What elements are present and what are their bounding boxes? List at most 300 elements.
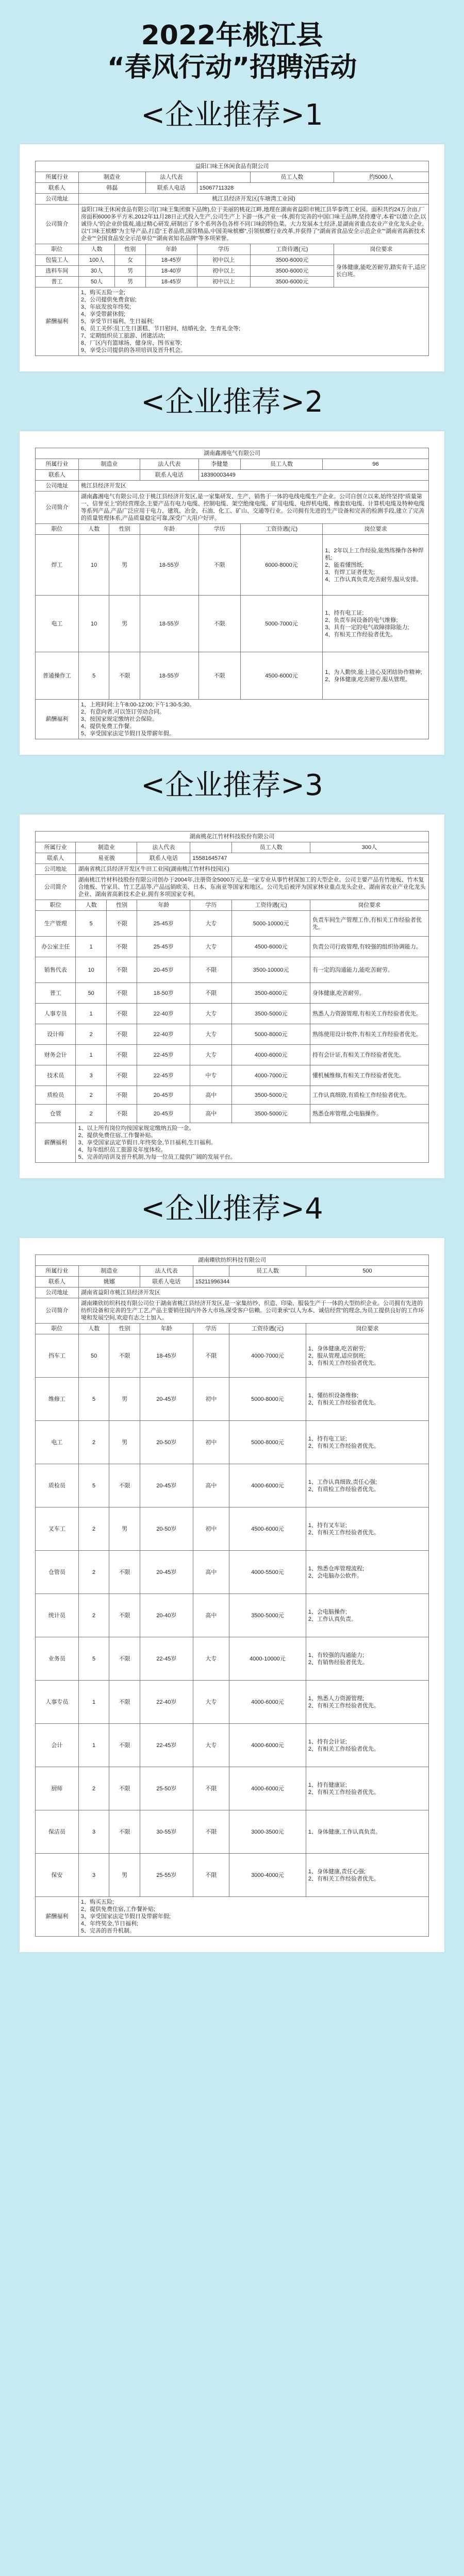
job-education: 大专 [190,911,232,937]
table-row [36,1724,429,1767]
col-requirements: 岗位要求 [334,244,428,255]
job-education: 不限 [198,596,240,652]
job-education: 大专 [190,1045,232,1065]
company-name: 益阳口味王休闲食品有限公司 [36,161,429,172]
job-gender: 不限 [109,1464,140,1507]
job-gender: 不限 [106,983,137,1004]
job-education: 高中 [193,1551,229,1594]
job-education: 初中以上 [197,255,250,266]
job-requirements: 持有会计证,有相关工作经验者优先。 [310,1045,428,1065]
job-gender: 不限 [109,1810,140,1854]
job-position: 普工 [36,277,79,287]
job-requirements: 1、会电脑操作; 2、工作认真负责。 [306,1594,428,1637]
job-requirements: 1、身体健康,责任心强; 2、有相关工作经验者优先。 [306,1854,428,1897]
table-row [36,652,429,700]
job-education: 大专 [193,1637,229,1681]
benefits-value: 1、以上所有岗位均按国家规定缴纳五险一金。 2、提供免费住宿,工作餐补贴。 3、享受国家法定节假日,年终奖金,节日福利,生日福利。 4、每年组织员工旅游及年度体检。 5、完善的培训及晋升机制,为每一位员工提供广阔的发展平台。 [76,1123,429,1163]
section-head-2: <企业推荐>2 [141,385,323,419]
label-legal-rep: 法人代表 [137,842,190,853]
col-requirements: 岗位要求 [323,524,429,535]
job-age: 20-45岁 [140,1464,193,1507]
job-salary: 5000-7000元 [240,596,323,652]
job-position: 挡车工 [36,1334,79,1378]
job-position: 普通操作工 [36,652,79,700]
job-gender: 男 [109,596,140,652]
col-position: 职位 [36,524,79,535]
employees-value: 96 [323,459,429,470]
job-count: 5 [78,652,109,700]
label-contact: 联系人 [36,853,76,864]
job-age: 20-45岁 [140,1551,193,1594]
job-requirements: 1、身体健康,吃苦耐劳; 2、服从管理,适应倒班; 3、有相关工作经验者优先。 [306,1334,428,1378]
job-age: 20-50岁 [140,1421,193,1464]
label-legal-rep: 法人代表 [140,1266,193,1277]
col-requirements: 岗位要求 [310,900,428,911]
col-position: 职位 [36,1324,79,1334]
job-requirements: 1、熟悉仓库管理流程; 2、会电脑办公软件。 [306,1551,428,1594]
job-requirements: 懂机械维修,有相关工作经验者优先。 [310,1065,428,1086]
job-age: 20-45岁 [140,1378,193,1421]
table-row [36,1334,429,1378]
main-title-line2: “春风行动”招聘活动 [107,52,357,83]
company-name: 湖南桃花江竹材科技股份有限公司 [36,832,429,842]
label-intro: 公司简介 [36,205,79,244]
section-head-3: <企业推荐>3 [141,769,323,802]
job-age: 18-50岁 [137,983,190,1004]
job-age: 30-55岁 [140,1810,193,1854]
company-table-4 [35,1255,429,1937]
table-row [36,937,429,957]
label-industry: 所属行业 [36,842,76,853]
table-row [36,535,429,596]
job-age: 25-50岁 [140,1767,193,1810]
job-position: 会计 [36,1724,79,1767]
job-salary: 3000-4000元 [229,1854,306,1897]
table-row [36,255,429,266]
industry-value: 制造业 [78,459,140,470]
job-count: 1 [78,1724,109,1767]
job-gender: 不限 [109,1724,140,1767]
job-salary: 4500-6000元 [232,937,310,957]
job-gender: 不限 [109,1594,140,1637]
job-count: 3 [78,1854,109,1897]
table-row [36,1507,429,1551]
job-age: 25-45岁 [137,911,190,937]
address-value: 桃江县经济开发区 [78,481,428,492]
table-row [36,911,429,937]
job-count: 2 [78,1421,109,1464]
label-industry: 所属行业 [36,1266,79,1277]
section-head-1: <企业推荐>1 [141,98,323,132]
job-age: 18-40岁 [145,266,197,277]
col-education: 学历 [198,524,240,535]
job-education: 不限 [190,983,232,1004]
label-benefits: 薪酬福利 [36,287,79,356]
company-table-1 [35,161,429,356]
job-requirements: 1、持有会计证; 2、有相关工作经验者优先。 [306,1724,428,1767]
col-headcount: 人数 [78,1324,109,1334]
job-age: 18-45岁 [140,1334,193,1378]
table-row [36,1086,429,1105]
job-gender: 女 [115,255,146,266]
table-row [36,1024,429,1045]
job-position: 业务员 [36,1637,79,1681]
job-position: 人事专员 [36,1681,79,1724]
col-headcount: 人数 [78,244,114,255]
col-age: 年龄 [137,900,190,911]
job-position: 保洁员 [36,1810,79,1854]
job-salary: 5000-10000元 [232,911,310,937]
job-gender: 不限 [109,652,140,700]
job-education: 大专 [193,1724,229,1767]
job-count: 1 [76,1004,107,1024]
phone-value: 15211996344 [193,1277,428,1287]
job-salary: 3500-5000元 [232,1086,310,1105]
label-benefits: 薪酬福利 [36,1897,79,1937]
job-gender: 不限 [109,1767,140,1810]
industry-value: 制造业 [78,172,145,183]
job-position: 质检员 [36,1086,76,1105]
label-industry: 所属行业 [36,172,79,183]
col-gender: 性别 [109,524,140,535]
job-salary: 4500-6000元 [229,1507,306,1551]
job-age: 18-45岁 [145,255,197,266]
phone-value: 18390003449 [198,470,428,481]
table-row [36,1105,429,1123]
job-count: 5 [78,1637,109,1681]
employees-value: 500 [306,1266,428,1277]
job-requirements: 1、有较强的沟通能力; 2、有销售经验者优先。 [306,1637,428,1681]
job-salary: 4000-7000元 [229,1334,306,1378]
label-employees: 员工人数 [240,459,323,470]
job-position: 维修工 [36,1378,79,1421]
industry-value: 制造业 [78,1266,140,1277]
job-gender: 不限 [109,1334,140,1378]
job-count: 5 [78,1464,109,1507]
job-position: 办公室主任 [36,937,76,957]
job-gender: 不限 [106,1024,137,1045]
job-position: 仓管员 [36,1551,79,1594]
job-gender: 男 [115,266,146,277]
job-education: 大专 [190,1004,232,1024]
job-position: 质检员 [36,1464,79,1507]
employees-value: 约5000人 [334,172,428,183]
job-age: 22-40岁 [137,1024,190,1045]
job-count: 50人 [78,277,114,287]
job-education: 不限 [190,957,232,983]
company-card-2 [20,431,444,755]
job-requirements: 1、懂纺织设备维修; 2、有相关工作经验者优先。 [306,1378,428,1421]
benefits-value: 1、上班时间:上午8:00-12:00;下午1:30-5:30。 2、有意向者,可以签订劳动合同。 3、按国家规定缴纳社会保险。 4、提供免费工作餐。 5、享受国家法定节假日及带薪年假。 [78,700,428,739]
job-salary: 3500-6000元 [250,277,334,287]
table-row [36,1421,429,1464]
job-count: 2 [76,1086,107,1105]
job-salary: 4000-6000元 [232,1045,310,1065]
intro-value: 湖南臻欣纺织科技有限公司位于湖南省桃江县经济开发区,是一家集纺纱、织造、印染、服装生产于一体的大型纺织企业。公司拥有先进的纺织设备和完善的生产工艺,产品主要销往国内外各大市场,深受客户信赖。公司秉承“以人为本、诚信经营”的理念,为员工提供良好的工作环境和发展空间,欢迎有志之士加入。 [78,1298,428,1324]
job-age: 20-45岁 [137,1086,190,1105]
job-education: 大专 [193,1681,229,1724]
job-position: 选料车间 [36,266,79,277]
job-position: 普工 [36,983,76,1004]
table-row [36,1045,429,1065]
job-salary: 4000-6000元 [229,1681,306,1724]
col-position: 职位 [36,244,79,255]
job-salary: 3500-6000元 [232,983,310,1004]
section-head-4: <企业推荐>4 [141,1192,323,1226]
label-contact: 联系人 [36,470,79,481]
job-position: 财务会计 [36,1045,76,1065]
contact-value: 姚娜 [78,1277,140,1287]
job-requirements: 1、身体健康,工作认真负责。 [306,1810,428,1854]
employees-value: 300人 [310,842,428,853]
company-card-4 [20,1238,444,1952]
job-count: 30人 [78,266,114,277]
job-requirements: 1、工作认真细致,责任心强; 2、有质检工作经验者优先。 [306,1464,428,1507]
job-age: 18-55岁 [140,535,198,596]
intro-value: 湖南鑫湘电气有限公司,位于桃江县经济开发区,是一家集研发、生产、销售于一体的电线电缆生产企业。公司自创立以来,始终坚持“质量第一、信誉至上”的经营理念,主要产品有电力电缆、控制电缆、架空绝缘电缆、矿用电缆、电焊机电缆、橡套软电缆、计算机电缆及特种电缆等系列产品,产品广泛应用于电力、建筑、冶金、石油、化工、矿山、交通等行业。公司拥有先进的生产设备和完善的检测手段,建立了完善的质量管理体系,产品质量稳定可靠,深受广大用户好评。 [78,492,428,524]
phone-value: 15581645747 [190,853,429,864]
job-salary: 3500-5000元 [232,1105,310,1123]
job-age: 22-45岁 [140,1637,193,1681]
job-count: 10 [78,596,109,652]
job-salary: 5000-8000元 [229,1421,306,1464]
job-requirements: 1、持有电工证; 2、负责车间设备的电气维修; 3、具有一定的电气故障排除能力; 4、有相关工作经验者优先。 [323,596,429,652]
job-education: 不限 [193,1810,229,1854]
col-salary: 工资待遇(元) [232,900,310,911]
job-count: 3 [78,1810,109,1854]
table-row [36,1637,429,1681]
job-age: 20-40岁 [140,1594,193,1637]
company-card-1 [20,144,444,371]
col-headcount: 人数 [78,524,109,535]
job-requirements: 熟悉人力资源管理,有相关工作经验者优先。 [310,1004,428,1024]
label-intro: 公司简介 [36,875,76,900]
job-education: 初中 [193,1421,229,1464]
table-row [36,1681,429,1724]
company-table-3 [35,831,429,1163]
job-gender: 不限 [106,1086,137,1105]
job-position: 厨师 [36,1767,79,1810]
job-gender: 不限 [106,937,137,957]
job-position: 技术员 [36,1065,76,1086]
job-requirements: 负责公司行政管理,有较强的组织协调能力。 [310,937,428,957]
job-requirements: 1、为人勤快,能上进心及团结协作精神; 2、身体健康,吃苦耐劳,服从管理。 [323,652,429,700]
job-age: 18-55岁 [140,652,198,700]
job-salary: 3500-5000元 [232,1004,310,1024]
job-count: 5 [78,1378,109,1421]
job-gender: 不限 [109,1637,140,1681]
col-gender: 性别 [106,900,137,911]
col-age: 年龄 [145,244,197,255]
intro-value: 湖南桃江竹材科技股份有限公司创办于2004年,注册资金5000万元,是一家专业从事竹材深加工的大型企业。公司主要产品有竹地板、竹木复合地板、竹家具、竹工艺品等,产品远销欧美、日本、东南亚等国家和地区。公司先后被评为国家林业重点龙头企业、湖南省农业产业化龙头企业、湖南省高新技术企业,拥有多项国家专利。 [76,875,429,900]
legal-rep-value [197,172,250,183]
job-age: 18-55岁 [140,596,198,652]
job-position: 包装工人 [36,255,79,266]
benefits-value: 1、购买五险; 2、提供免费住宿,工作餐补贴; 3、享受国家法定节假日及带薪年假; 4、年终奖金,节日福利; 5、完善的晋升机制。 [78,1897,428,1937]
table-row [36,1004,429,1024]
company-card-3 [20,815,444,1178]
job-salary: 4000-6000元 [229,1767,306,1810]
job-count: 2 [78,1767,109,1810]
job-education: 高中 [193,1594,229,1637]
job-count: 5 [76,911,107,937]
job-requirements: 身体健康,能吃苦耐劳,踏实肯干,适应长白班。 [334,255,428,287]
label-legal-rep: 法人代表 [140,459,198,470]
company-name: 湖南臻欣纺织科技有限公司 [36,1255,429,1266]
table-row [36,1767,429,1810]
job-count: 2 [78,1551,109,1594]
label-intro: 公司简介 [36,1298,79,1324]
job-position: 设计师 [36,1024,76,1045]
col-gender: 性别 [115,244,146,255]
job-requirements: 1、持有健康证; 2、有相关工作经验者优先。 [306,1767,428,1810]
col-salary: 工资待遇(元) [250,244,334,255]
col-education: 学历 [193,1324,229,1334]
table-row [36,1854,429,1897]
job-education: 不限 [193,1854,229,1897]
job-position: 销售代表 [36,957,76,983]
table-row [36,1464,429,1507]
job-education: 大专 [190,937,232,957]
job-gender: 男 [109,535,140,596]
job-position: 焊工 [36,535,79,596]
job-education: 不限 [198,652,240,700]
col-position: 职位 [36,900,76,911]
job-count: 100人 [78,255,114,266]
job-education: 高中 [190,1105,232,1123]
col-age: 年龄 [140,524,198,535]
contact-value [78,470,140,481]
intro-value: 益阳口味王休闲食品有限公司(口味王集团旗下品牌),位于美丽的桃花江畔,地理在湖南省益阳市桃江县华泰湾工业园。面积共约24万余亩,厂房面积6000多平方米,2012年11月28日正式投入生产,公司生产上下游一体,产业一体,拥有完善的中国口味王品牌,坚持遵守,本着“以德立企,以诚待人”的企业价值观,通过精心研发,研制出了多个系列各色各样不同口味的特色菜。大力发展本土经济,是湖南省重点农业产业化龙头企业,以“口味王槟榔”为主导产品,打造“王者品质,国货精品,中国美味槟榔”,引领槟榔行业改革,并获得了“湖南省食品安全示范企业”“湖南省高新技术企业”“全国食品安全示范单位”“湖南省知名品牌”等多项荣誉。 [78,205,428,244]
legal-rep-value: 李健楚 [198,459,240,470]
col-salary: 工资待遇(元) [240,524,323,535]
job-salary: 5000-8000元 [232,1024,310,1045]
main-title-line1: 2022年桃江县 [141,20,323,51]
label-address: 公司地址 [36,1287,79,1298]
job-count: 1 [76,937,107,957]
job-position: 电工 [36,596,79,652]
job-position: 仓管 [36,1105,76,1123]
table-row [36,1810,429,1854]
job-education: 高中 [193,1464,229,1507]
job-age: 25-55岁 [140,1854,193,1897]
address-value: 湖南省益阳市桃江县经济开发区 [78,1287,428,1298]
label-contact: 联系人 [36,183,79,194]
label-legal-rep: 法人代表 [145,172,197,183]
job-age: 25-45岁 [137,937,190,957]
job-gender: 不限 [106,957,137,983]
job-position: 电工 [36,1421,79,1464]
table-row [36,983,429,1004]
contact-value: 易亚骏 [76,853,137,864]
job-count: 10 [78,535,109,596]
job-age: 22-40岁 [140,1681,193,1724]
job-education: 高中 [190,1086,232,1105]
job-education: 不限 [193,1334,229,1378]
job-count: 50 [76,983,107,1004]
col-gender: 性别 [109,1324,140,1334]
label-contact-phone: 联系人电话 [140,470,198,481]
job-position: 叉车工 [36,1507,79,1551]
job-salary: 3000-3500元 [229,1810,306,1854]
address-value: 桃江县经济开发区(车塘湾工业园) [78,194,428,205]
job-requirements: 负责车间生产管理工作,有相关工作经验者优先。 [310,911,428,937]
label-employees: 员工人数 [229,1266,306,1277]
table-row [36,1551,429,1594]
legal-rep-value [190,842,232,853]
job-gender: 男 [109,1507,140,1551]
label-contact: 联系人 [36,1277,79,1287]
job-salary: 4500-6000元 [240,652,323,700]
job-requirements: 工作认真细致,有质检工作经验者优先。 [310,1086,428,1105]
job-gender: 男 [115,277,146,287]
job-education: 初中 [193,1378,229,1421]
job-age: 20-50岁 [140,1507,193,1551]
col-salary: 工资待遇(元) [229,1324,306,1334]
job-gender: 男 [109,1854,140,1897]
label-employees: 员工人数 [250,172,334,183]
job-salary: 4000-7000元 [232,1065,310,1086]
job-requirements: 有一定的沟通能力,能吃苦耐劳。 [310,957,428,983]
company-name: 湖南鑫湘电气有限公司 [36,448,429,459]
table-row [36,957,429,983]
label-contact-phone: 联系人电话 [137,853,190,864]
job-count: 50 [78,1334,109,1378]
job-education: 初中以上 [197,277,250,287]
job-salary: 4000-10000元 [229,1637,306,1681]
job-position: 统计员 [36,1594,79,1637]
job-count: 2 [76,1105,107,1123]
job-requirements: 1、持有电工证; 2、有相关工作经验者优先。 [306,1421,428,1464]
job-salary: 4000-6000元 [229,1724,306,1767]
table-row [36,1378,429,1421]
job-age: 22-45岁 [137,1045,190,1065]
job-education: 初中以上 [197,266,250,277]
job-position: 人事专员 [36,1004,76,1024]
job-salary: 3500-6000元 [250,266,334,277]
job-gender: 男 [109,1421,140,1464]
contact-value: 韩磊 [78,183,145,194]
col-education: 学历 [197,244,250,255]
job-gender: 不限 [106,1004,137,1024]
table-row [36,596,429,652]
benefits-value: 1、购买五险一金; 2、公司提供免费食宿; 3、年底发放年终奖; 4、享受带薪休假; 5、享受节日福利、生日福利; 6、员工关怀:员工生日蛋糕、节日慰问、结婚礼金、生育礼金等; 7、定期组织员工旅游、团建活动; 8、厂区内有篮球场、健身房、图书室等; 9、享受公司提供的各项培训及晋升机会。 [78,287,428,356]
job-salary: 3500-10000元 [232,957,310,983]
job-count: 1 [78,1681,109,1724]
job-requirements: 熟练使用设计软件,有相关工作经验者优先。 [310,1024,428,1045]
job-gender: 不限 [109,1551,140,1594]
job-age: 18-45岁 [145,277,197,287]
job-salary: 3500-6000元 [250,255,334,266]
table-row [36,1065,429,1086]
job-age: 20-45岁 [137,957,190,983]
label-contact-phone: 联系人电话 [145,183,197,194]
job-salary: 4000-5500元 [229,1551,306,1594]
job-count: 2 [76,1024,107,1045]
job-education: 不限 [193,1767,229,1810]
job-age: 22-40岁 [137,1004,190,1024]
job-gender: 不限 [106,1065,137,1086]
job-position: 保安 [36,1854,79,1897]
job-gender: 不限 [106,911,137,937]
job-requirements: 熟悉仓库管理,会电脑操作。 [310,1105,428,1123]
col-requirements: 岗位要求 [306,1324,428,1334]
label-employees: 员工人数 [232,842,310,853]
label-address: 公司地址 [36,864,76,875]
job-salary: 6000-8000元 [240,535,323,596]
job-education: 中专 [190,1065,232,1086]
job-age: 20-45岁 [137,1105,190,1123]
